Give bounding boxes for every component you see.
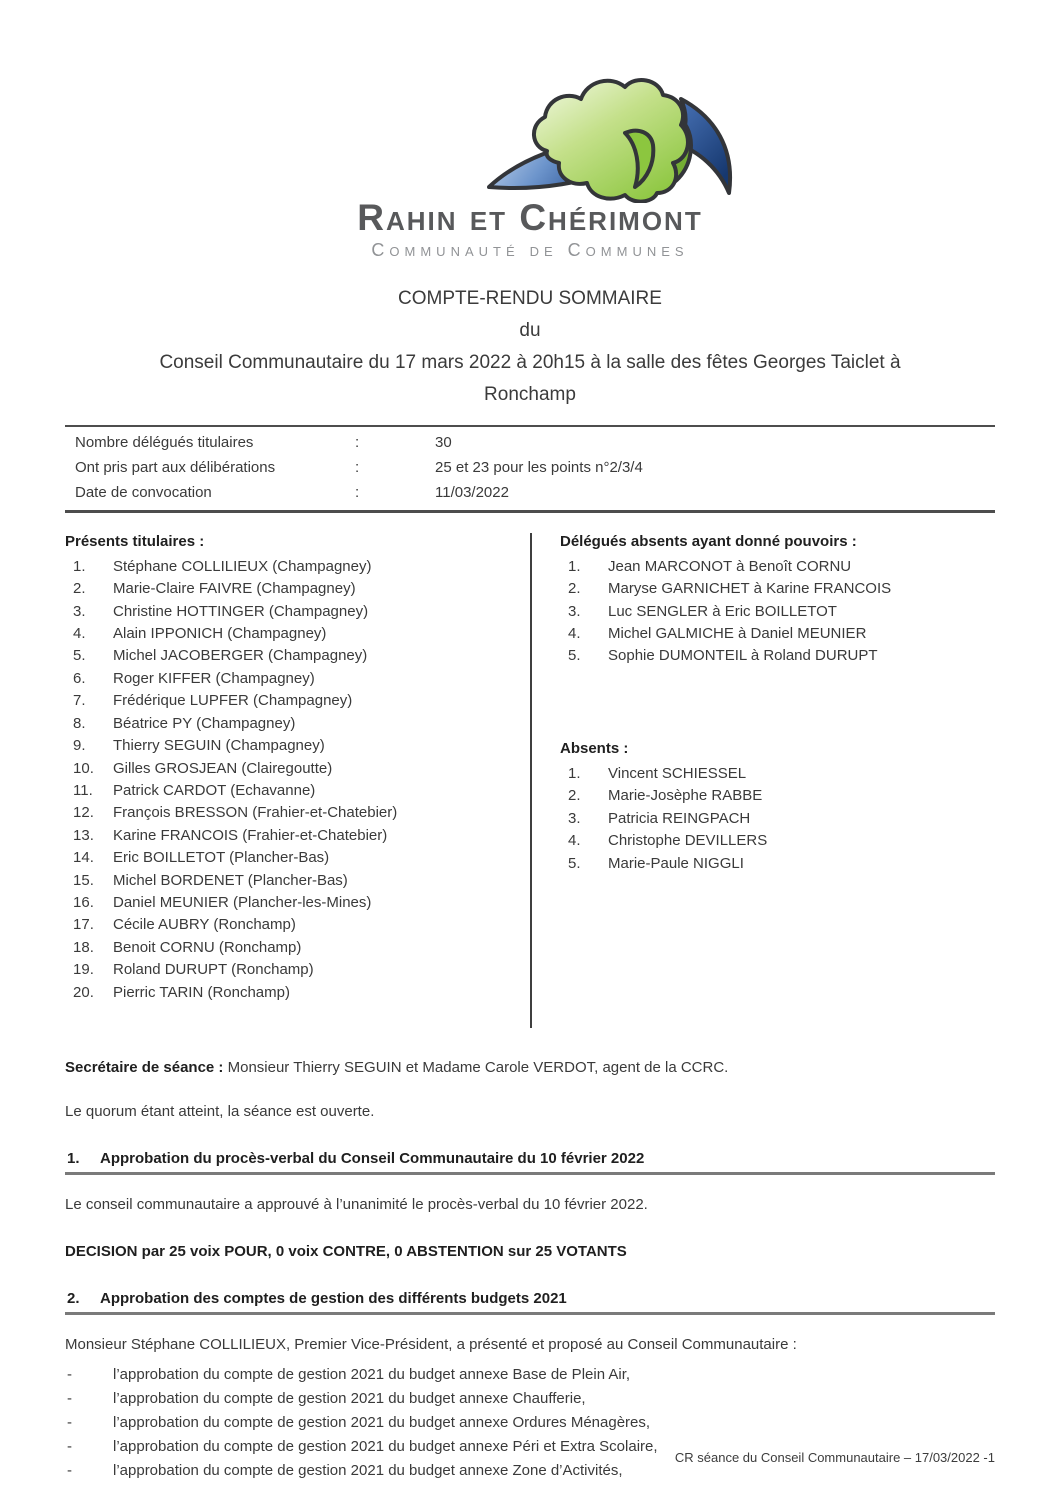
list-item [65,959,530,981]
list-item [560,556,995,578]
decision-line: DECISION par 25 voix POUR, 0 voix CONTRE, 0 ABSTENTION sur 25 VOTANTS [65,1242,627,1260]
dash-marker: - [67,1413,72,1431]
person-name: Michel BORDENET (Plancher-Bas) [113,871,348,889]
list-item [65,847,530,869]
list-item [560,830,995,852]
row-value: 25 et 23 pour les points n°2/3/4 [435,458,643,476]
section-title: Approbation des comptes de gestion des différents budgets 2021 [100,1289,567,1307]
list-item [560,853,995,875]
list-item [65,937,530,959]
secretaire-label: Secrétaire de séance : [65,1058,224,1076]
person-name: Thierry SEGUIN (Champagney) [113,737,325,755]
list-item [65,825,530,847]
person-name: Marie-Paule NIGGLI [608,854,744,872]
list-item [560,578,995,600]
person-name: Patrick CARDOT (Echavanne) [113,781,316,799]
bullet-text: l’approbation du compte de gestion 2021 du budget annexe Base de Plein Air, [113,1365,631,1383]
bullet-text: l’approbation du compte de gestion 2021 du budget annexe Chaufferie, [113,1389,586,1407]
person-name: Christophe DEVILLERS [608,832,768,850]
section-1-heading [65,1150,995,1175]
person-name: Maryse GARNICHET à Karine FRANCOIS [608,580,892,598]
list-item [65,870,530,892]
absents-column [532,533,995,1028]
person-name: Béatrice PY (Champagney) [113,714,296,732]
section-number: 2. [67,1289,80,1307]
document-title [65,283,995,411]
bullet-text: l’approbation du compte de gestion 2021 du budget annexe Péri et Extra Scolaire, [113,1437,658,1455]
person-name: Sophie DUMONTEIL à Roland DURUPT [608,647,878,665]
table-row [65,430,995,455]
logo-artwork-icon [485,75,747,203]
person-name: Vincent SCHIESSEL [608,764,747,782]
row-value: 30 [435,433,452,451]
list-item [560,785,995,807]
person-name: Cécile AUBRY (Ronchamp) [113,916,296,934]
person-name: Eric BOILLETOT (Plancher-Bas) [113,849,330,867]
logo-subtitle: Communauté de Communes [371,239,689,260]
dash-marker: - [67,1461,72,1479]
row-separator: : [355,458,360,476]
section-1-body: Le conseil communautaire a approuvé à l’unanimité le procès-verbal du 10 février 2022. [65,1195,648,1213]
person-name: Marie-Josèphe RABBE [608,787,763,805]
row-label: Date de convocation [75,483,212,501]
person-name: Marie-Claire FAIVRE (Champagney) [113,580,356,598]
row-value: 11/03/2022 [435,483,509,501]
section-2-heading [65,1290,995,1315]
list-item [65,780,530,802]
meeting-info-table [65,425,995,513]
person-name: Gilles GROSJEAN (Clairegoutte) [113,759,333,777]
page-footer: CR séance du Conseil Communautaire – 17/03/2022 -1 [674,1450,995,1465]
list-item [65,713,530,735]
title-line-2: du [519,319,541,341]
presents-column [65,533,530,1028]
list-item [65,623,530,645]
list-item [65,668,530,690]
person-name: Roland DURUPT (Ronchamp) [113,961,314,979]
section-2-intro: Monsieur Stéphane COLLILIEUX, Premier Vice-Président, a présenté et proposé au Conseil Communautaire : [65,1335,797,1353]
list-item [65,758,530,780]
pouvoirs-heading: Délégués absents ayant donné pouvoirs : [560,532,857,550]
person-name: Roger KIFFER (Champagney) [113,669,315,687]
person-name: Michel JACOBERGER (Champagney) [113,647,368,665]
list-item [65,892,530,914]
person-name: Alain IPPONICH (Champagney) [113,625,327,643]
pouvoirs-list [560,556,995,668]
list-item [65,1387,995,1411]
dash-marker: - [67,1437,72,1455]
person-name: Jean MARCONOT à Benoît CORNU [608,557,852,575]
person-name: Stéphane COLLILIEUX (Champagney) [113,557,372,575]
title-line-4: Ronchamp [484,383,576,405]
list-item [560,645,995,667]
presents-heading: Présents titulaires : [65,532,205,550]
row-label: Nombre délégués titulaires [75,433,254,451]
quorum-line: Le quorum étant atteint, la séance est ouverte. [65,1102,375,1120]
person-name: Pierric TARIN (Ronchamp) [113,983,290,1001]
list-item [65,601,530,623]
row-separator: : [355,433,360,451]
list-item [65,914,530,936]
list-item [65,1363,995,1387]
list-item [65,578,530,600]
dash-marker: - [67,1365,72,1383]
title-line-3: Conseil Communautaire du 17 mars 2022 à 20h15 à la salle des fêtes Georges Taiclet à [159,351,901,373]
person-name: Patricia REINGPACH [608,809,751,827]
table-row [65,455,995,480]
list-item [65,690,530,712]
attendance-columns [65,533,995,1028]
row-separator: : [355,483,360,501]
list-item [560,623,995,645]
bullet-text: l’approbation du compte de gestion 2021 du budget annexe Ordures Ménagères, [113,1413,651,1431]
person-name: François BRESSON (Frahier-et-Chatebier) [113,804,398,822]
table-row [65,480,995,505]
person-name: Christine HOTTINGER (Champagney) [113,602,369,620]
bullet-text: l’approbation du compte de gestion 2021 du budget annexe Zone d’Activités, [113,1461,623,1479]
person-name: Daniel MEUNIER (Plancher-les-Mines) [113,893,372,911]
list-item [560,808,995,830]
section-title: Approbation du procès-verbal du Conseil Communautaire du 10 février 2022 [100,1149,645,1167]
list-item [65,735,530,757]
person-name: Benoit CORNU (Ronchamp) [113,938,302,956]
list-item [65,802,530,824]
list-item [65,1411,995,1435]
list-item [560,763,995,785]
dash-marker: - [67,1389,72,1407]
section-number: 1. [67,1149,80,1167]
person-name: Karine FRANCOIS (Frahier-et-Chatebier) [113,826,388,844]
row-label: Ont pris part aux délibérations [75,458,276,476]
list-item [560,601,995,623]
list-item [65,645,530,667]
absents-list [560,763,995,875]
title-line-1: COMPTE-RENDU SOMMAIRE [398,287,662,309]
logo-name: Rahin et Chérimont [357,197,703,238]
presents-list [65,556,530,1004]
absents-heading: Absents : [560,739,629,757]
community-logo [65,75,995,261]
person-name: Michel GALMICHE à Daniel MEUNIER [608,625,867,643]
secretaire-line [65,1058,995,1078]
list-item [65,982,530,1004]
person-name: Luc SENGLER à Eric BOILLETOT [608,602,837,620]
secretaire-text: Monsieur Thierry SEGUIN et Madame Carole VERDOT, agent de la CCRC. [223,1058,729,1076]
list-item [65,556,530,578]
person-name: Frédérique LUPFER (Champagney) [113,692,353,710]
